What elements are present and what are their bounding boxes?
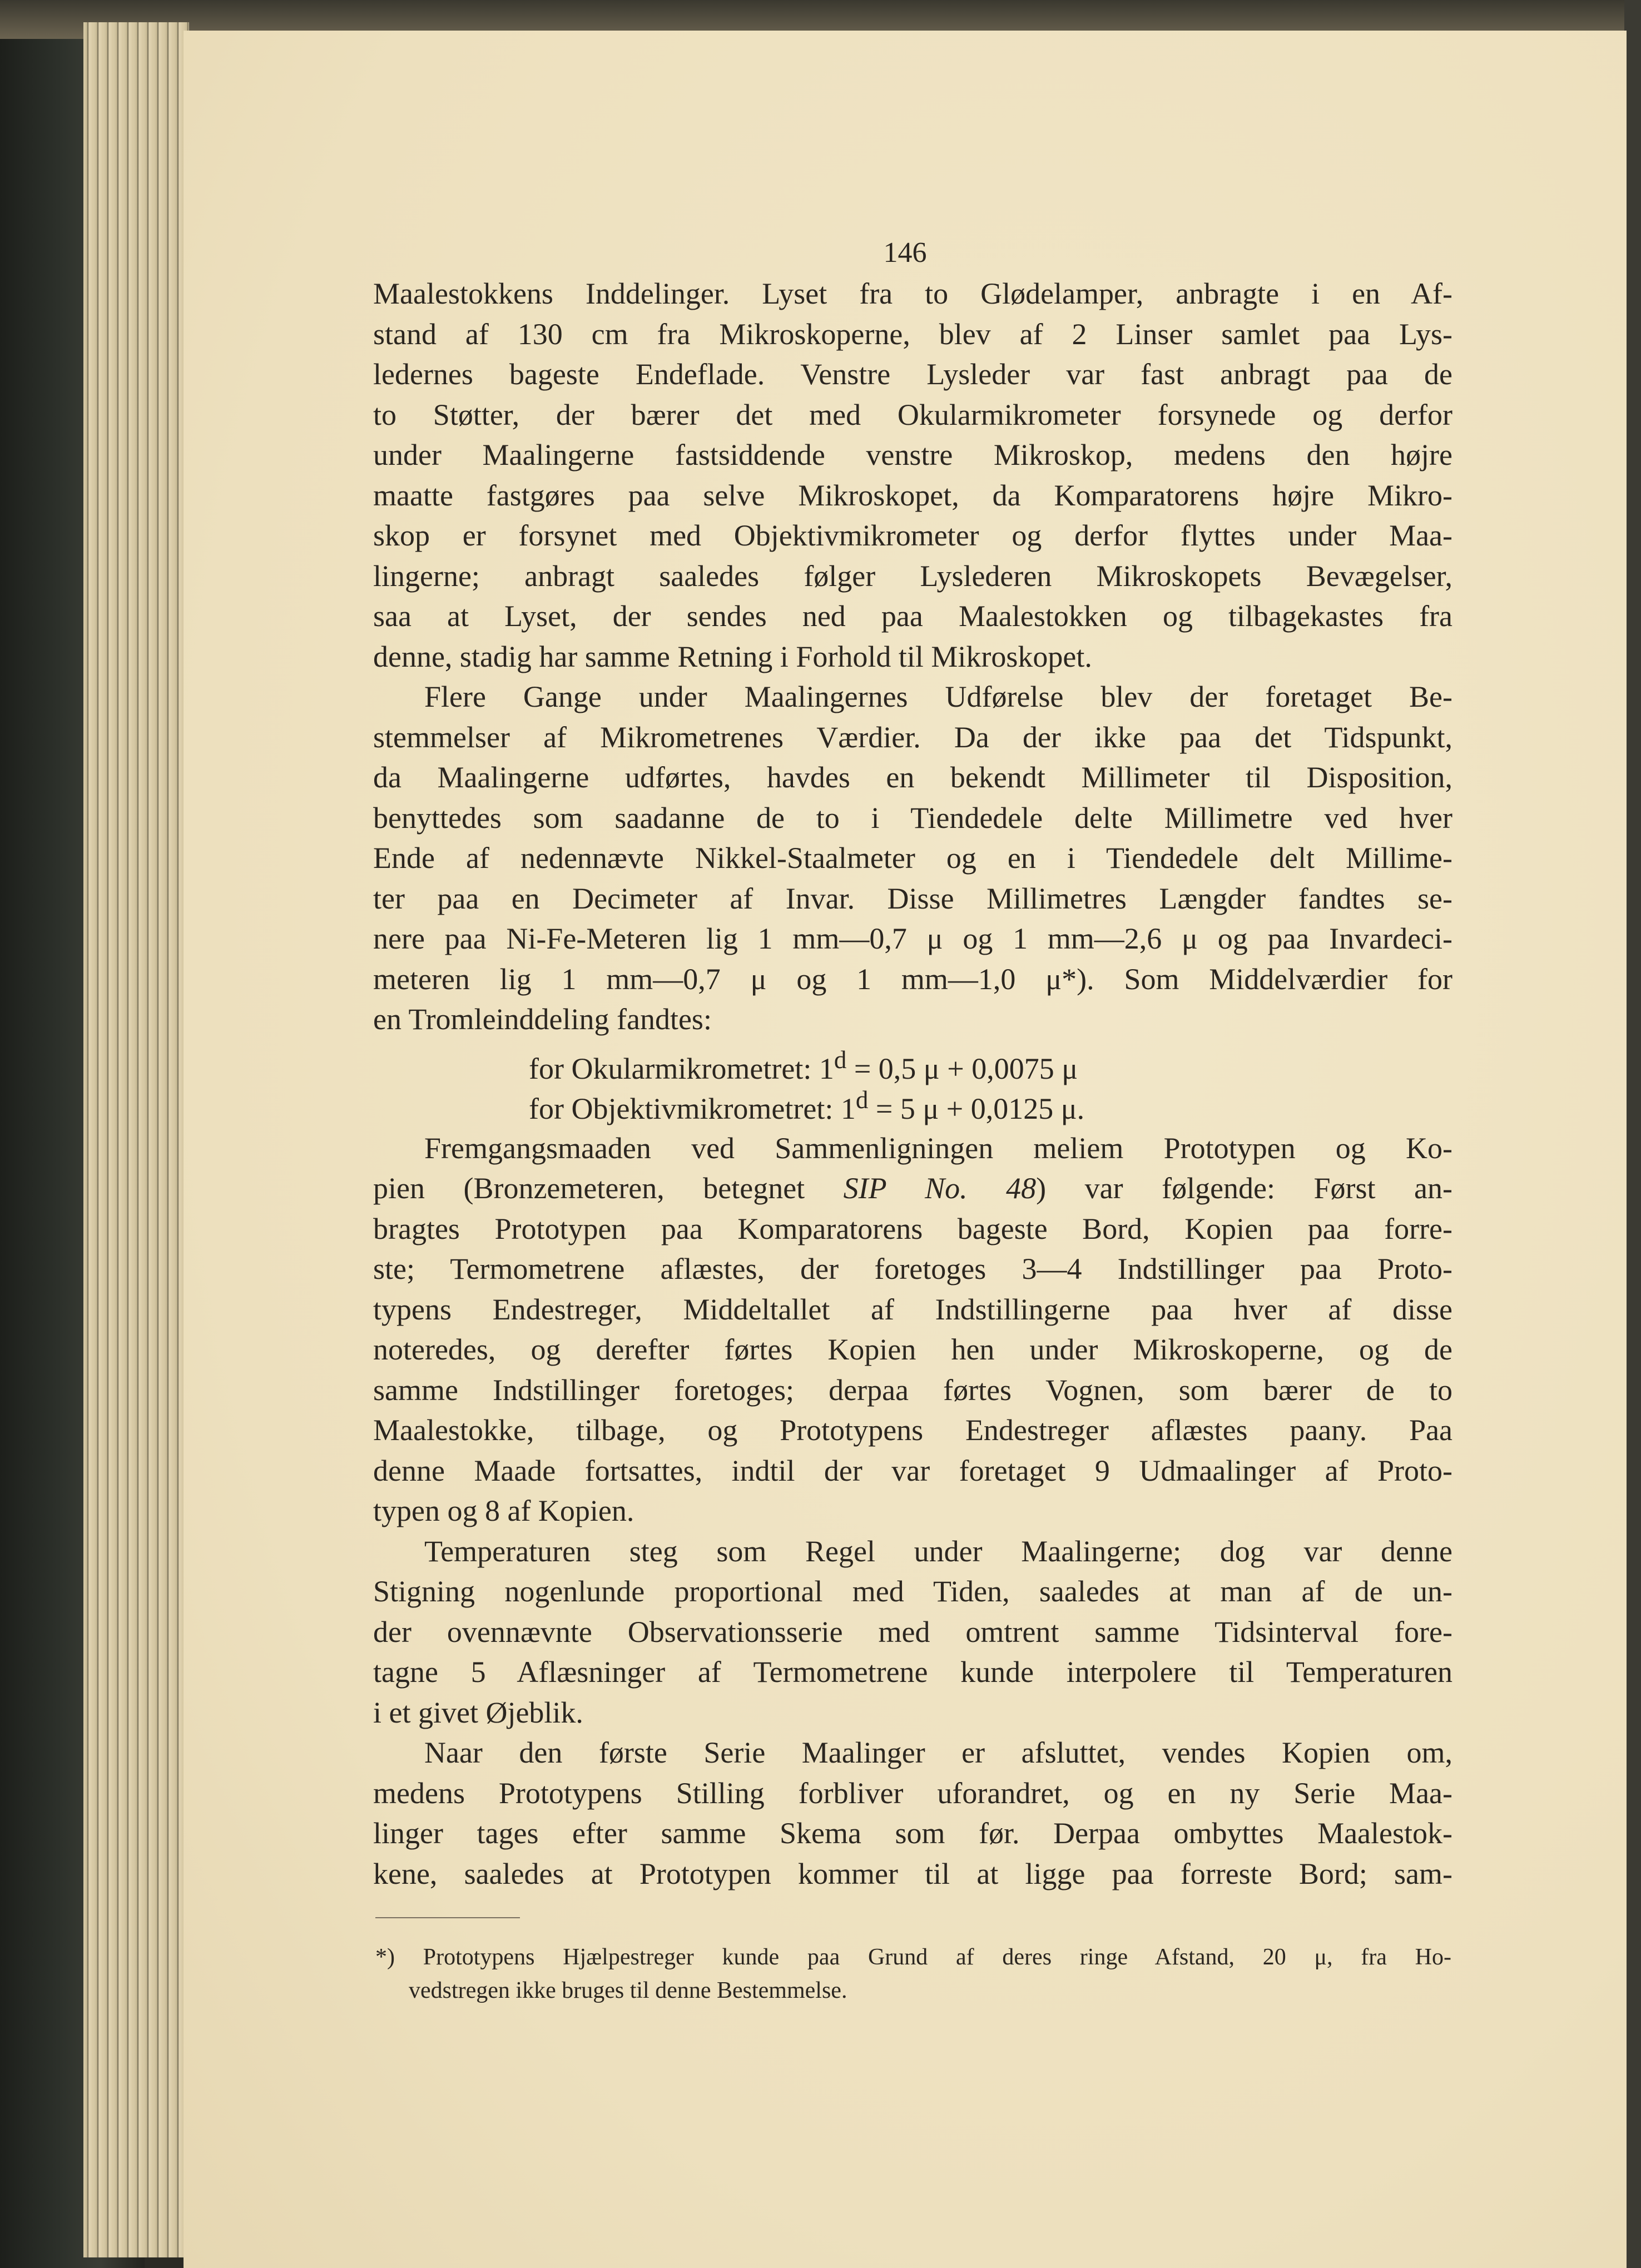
text-line: Naar den første Serie Maalinger er afsluttet, vendes Kopien om, [424,1736,1452,1769]
text-segment: ) var følgende: Først an- [1036,1172,1452,1205]
text-line: tagne 5 Aflæsninger af Termometrene kunde interpolere til Temperaturen [373,1655,1452,1689]
text-line: lingerne; anbragt saaledes følger Lyslederen Mikroskopets Bevægelser, [373,559,1452,593]
text-line: linger tages efter samme Skema som før. Derpaa ombyttes Maalestok- [373,1817,1452,1850]
paragraph-2 [373,677,1452,1040]
text-line: Maalestokkens Inddelinger. Lyset fra to Glødelamper, anbragte i en Af- [373,277,1452,310]
formula-line [373,1040,1452,1085]
text-line: Temperaturen steg som Regel under Maalingerne; dog var denne [424,1534,1452,1568]
paragraph-3 [373,1128,1452,1531]
italic-reference: SIP No. 48 [843,1172,1037,1205]
paragraph-5 [373,1733,1452,1894]
formula-lhs: 1 [819,1051,834,1085]
text-line: stand af 130 cm fra Mikroskoperne, blev af 2 Linser samlet paa Lys- [373,317,1452,351]
text-line: saa at Lyset, der sendes ned paa Maalestokken og tilbagekastes fra [373,599,1452,633]
formula-label: for Okularmikrometret: [529,1051,812,1085]
book-page [184,31,1627,2268]
text-line: maatte fastgøres paa selve Mikroskopet, da Komparatorens højre Mikro- [373,478,1452,512]
text-line: der ovennævnte Observationsserie med omtrent samme Tidsinterval fore- [373,1615,1452,1649]
text-line: stemmelser af Mikrometrenes Værdier. Da der ikke paa det Tidspunkt, [373,720,1452,754]
text-line: Stigning nogenlunde proportional med Tiden, saaledes at man af de un- [373,1575,1452,1608]
text-line: medens Prototypens Stilling forbliver uforandret, og en ny Serie Maa- [373,1776,1452,1810]
formula-block [373,1040,1452,1125]
page-edges [83,22,189,2257]
footnote-rule [375,1917,520,1918]
text-line: under Maalingerne fastsiddende venstre Mikroskop, medens den højre [373,438,1452,472]
footnote-line: vedstregen ikke bruges til denne Bestemmelse. [409,1978,847,2003]
text-line: samme Indstillinger foretoges; derpaa førtes Vognen, som bærer de to [373,1373,1452,1407]
text-line: typens Endestreger, Middeltallet af Indstillingerne paa hver af disse [373,1292,1452,1326]
formula-lhs: 1 [840,1092,856,1125]
text-line: Maalestokke, tilbage, og Prototypens Endestreger aflæstes paany. Paa [373,1413,1452,1447]
text-line: nere paa Ni-Fe-Meteren lig 1 mm—0,7 μ og 1 mm—2,6 μ og paa Invardeci- [373,922,1452,955]
text-line: kene, saaledes at Prototypen kommer til at ligge paa forreste Bord; sam- [373,1857,1452,1890]
text-segment: pien (Bronzemeteren, betegnet [373,1172,844,1205]
text-line: to Støtter, der bærer det med Okularmikrometer forsynede og derfor [373,398,1452,431]
body-text [373,274,1452,1894]
text-line: skop er forsynet med Objektivmikrometer og derfor flyttes under Maa- [373,519,1452,552]
text-line: meteren lig 1 mm—0,7 μ og 1 mm—1,0 μ*). Som Middelværdier for [373,962,1452,996]
text-line: Fremgangsmaaden ved Sammenligningen meliem Prototypen og Ko- [424,1131,1452,1165]
text-line: ter paa en Decimeter af Invar. Disse Millimetres Længder fandtes se- [373,881,1452,915]
paragraph-4 [373,1531,1452,1733]
text-line: da Maalingerne udførtes, havdes en bekendt Millimeter til Disposition, [373,761,1452,794]
text-line: denne, stadig har samme Retning i Forhold til Mikroskopet. [373,639,1092,673]
formula-superscript: d [834,1045,847,1074]
paragraph-1 [373,274,1452,677]
footnote-line: *) Prototypens Hjælpestreger kunde paa Grund af deres ringe Afstand, 20 μ, fra Ho- [375,1944,1451,1970]
text-line: ste; Termometrene aflæstes, der foretoges 3—4 Indstillinger paa Proto- [373,1252,1452,1286]
text-line: bragtes Prototypen paa Komparatorens bageste Bord, Kopien paa forre- [373,1212,1452,1245]
text-line: denne Maade fortsattes, indtil der var foretaget 9 Udmaalinger af Proto- [373,1453,1452,1487]
page-number: 146 [883,237,927,269]
formula-superscript: d [855,1086,869,1114]
text-line: ledernes bageste Endeflade. Venstre Lysleder var fast anbragt paa de [373,358,1452,391]
formula-line [373,1080,1452,1125]
formula-rhs: = 0,5 μ + 0,0075 μ [854,1051,1078,1085]
text-line: noteredes, og derefter førtes Kopien hen under Mikroskoperne, og de [373,1333,1452,1366]
text-line: Flere Gange under Maalingernes Udførelse blev der foretaget Be- [424,680,1452,713]
scan-right-edge [1624,0,1641,2268]
formula-rhs: = 5 μ + 0,0125 μ. [875,1092,1085,1125]
text-line: en Tromleinddeling fandtes: [373,1003,712,1036]
text-line: Ende af nedennævte Nikkel-Staalmeter og en i Tiendedele delt Millime- [373,841,1452,875]
text-line: benyttedes som saadanne de to i Tiendedele delte Millimetre ved hver [373,801,1452,835]
footnote [375,1941,1451,2007]
text-line: typen og 8 af Kopien. [373,1494,634,1527]
text-line [373,1168,1452,1209]
formula-label: for Objektivmikrometret: [529,1092,834,1125]
text-line: i et givet Øjeblik. [373,1695,583,1729]
